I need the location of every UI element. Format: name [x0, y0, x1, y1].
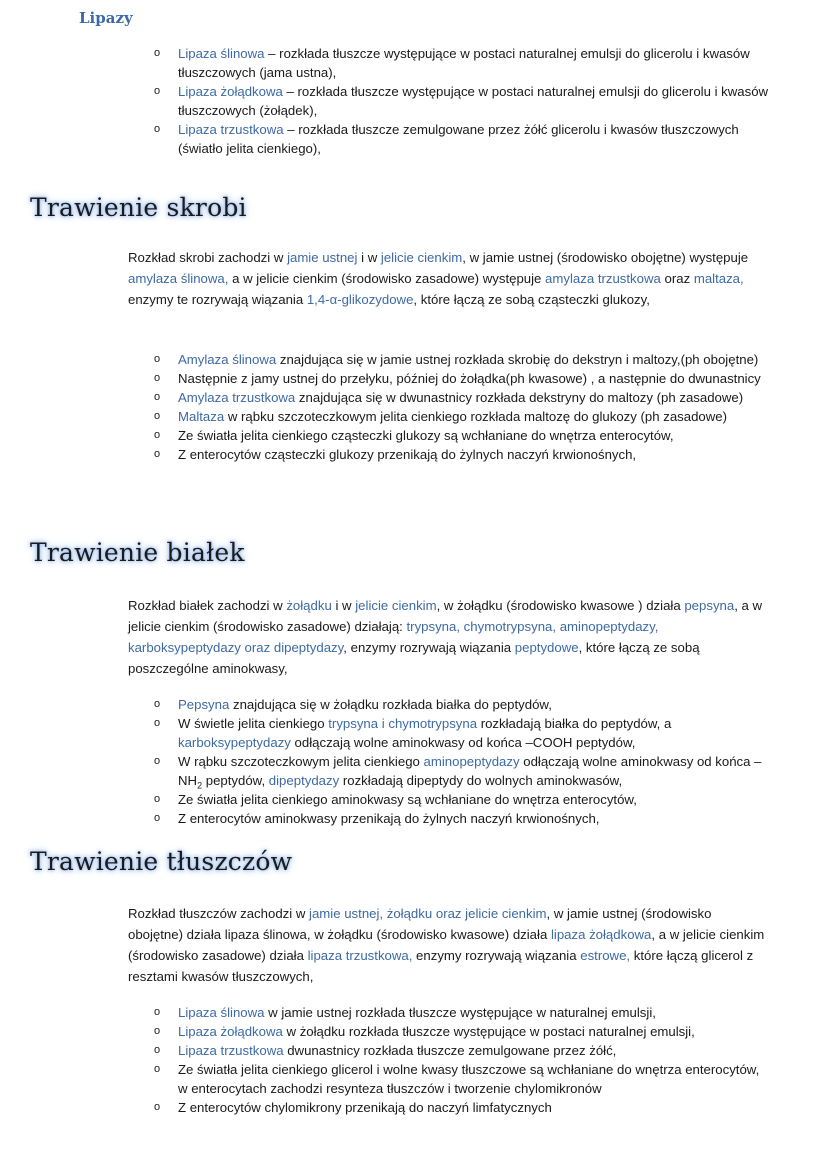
bullet-icon: o [154, 353, 161, 365]
bullet-icon: o [154, 1044, 161, 1056]
highlighted-term: jamie ustnej, żołądku oraz jelicie cienkim [309, 906, 547, 921]
highlighted-term: Maltaza [178, 409, 225, 424]
list-item [150, 445, 770, 464]
bullet-icon: o [154, 717, 161, 729]
highlighted-term: pepsyna [684, 598, 735, 613]
text-run: , w jamie ustnej (środowisko obojętne) występuje [462, 250, 749, 265]
list-item [150, 809, 770, 828]
text-run: , w żołądku (środowisko kwasowe ) działa [436, 598, 685, 613]
highlighted-term: estrowe, [580, 948, 631, 963]
bullet-icon: o [154, 1101, 161, 1113]
tluszcze-list [150, 1003, 770, 1117]
text-run: oraz [660, 271, 694, 286]
text-run: – rozkłada tłuszcze występujące w postaci naturalnej emulsji do glicerolu i kwasów tłuszczowych (jama ustna), [178, 46, 750, 80]
text-run: enzymy rozrywają wiązania [412, 948, 581, 963]
highlighted-term: żołądku [286, 598, 332, 613]
list-item [150, 695, 770, 714]
bullet-icon: o [154, 448, 161, 460]
highlighted-term: lipaza żołądkowa [550, 927, 652, 942]
list-item [150, 82, 770, 120]
list-item [150, 1098, 770, 1117]
text-run: peptydów, [202, 773, 269, 788]
text-run: i w [357, 250, 381, 265]
highlighted-term: Lipaza trzustkowa [178, 122, 284, 137]
highlighted-term: aminopeptydazy [423, 754, 520, 769]
highlighted-term: peptydowe [514, 640, 579, 655]
lipazy-title: Lipazy [79, 9, 133, 27]
bullet-icon: o [154, 372, 161, 384]
bullet-icon: o [154, 812, 161, 824]
text-run: , a w jelicie cienkim (środowisko zasadowe) działają: [128, 598, 763, 634]
highlighted-term: jelicie cienkim [380, 250, 463, 265]
text-run: , enzymy rozrywają wiązania [343, 640, 515, 655]
bullet-icon: o [154, 793, 161, 805]
highlighted-term: Lipaza ślinowa [178, 46, 265, 61]
text-run: , a w jelicie cienkim (środowisko zasadowe) działa [128, 927, 765, 963]
bullet-icon: o [154, 429, 161, 441]
bullet-icon: o [154, 1025, 161, 1037]
text-run: znajdująca się w żołądku rozkłada białka do peptydów, [229, 697, 552, 712]
highlighted-term: 1,4-α-glikozydowe [306, 292, 414, 307]
bialka-list [150, 695, 770, 828]
lipazy-list [150, 44, 770, 158]
text-run: rozkładają dipeptydy do wolnych aminokwasów, [339, 773, 623, 788]
text-run: w jamie ustnej rozkłada tłuszcze występujące w naturalnej emulsji, [264, 1005, 656, 1020]
bullet-icon: o [154, 1063, 161, 1075]
text-run: znajdująca się w dwunastnicy rozkłada dekstryny do maltozy (ph zasadowe) [295, 390, 744, 405]
paragraph-bialka [128, 595, 768, 679]
text-run: Następnie z jamy ustnej do przełyku, później do żołądka(ph kwasowe) , a następnie do dwunastnicy [178, 371, 761, 386]
highlighted-term: Pepsyna [178, 697, 230, 712]
text-run: Ze światła jelita cienkiego glicerol i wolne kwasy tłuszczowe są wchłaniane do wnętrza enterocytów, w enterocytach zachodzi resynteza tłuszczów i tworzenie chylomikronów [178, 1062, 760, 1096]
highlighted-term: jelicie cienkim [355, 598, 437, 613]
list-item [150, 1003, 770, 1022]
highlighted-term: jamie ustnej [287, 250, 358, 265]
text-run: Ze światła jelita cienkiego cząsteczki glukozy są wchłaniane do wnętrza enterocytów, [178, 428, 674, 443]
highlighted-term: maltaza, [693, 271, 744, 286]
text-run: enzymy te rozrywają wiązania [128, 292, 307, 307]
list-item [150, 1060, 770, 1098]
paragraph-skrobia [128, 247, 768, 310]
highlighted-term: lipaza trzustkowa, [307, 948, 413, 963]
text-run: , które łączą ze sobą poszczególne aminokwasy, [128, 640, 700, 676]
heading-trawienie-skrobi: Trawienie skrobi [30, 193, 247, 222]
list-item [150, 790, 770, 809]
list-item [150, 369, 770, 388]
text-run: w żołądku rozkłada tłuszcze występujące w postaci naturalnej emulsji, [282, 1024, 695, 1039]
text-run: Z enterocytów chylomikrony przenikają do naczyń limfatycznych [178, 1100, 552, 1115]
bullet-icon: o [154, 755, 161, 767]
list-item [150, 752, 770, 790]
text-run: W rąbku szczoteczkowym jelita cienkiego [178, 754, 424, 769]
text-run: w rąbku szczoteczkowym jelita cienkiego rozkłada maltozę do glukozy (ph zasadowe) [224, 409, 728, 424]
text-run: Rozkład białek zachodzi w [128, 598, 287, 613]
highlighted-term: Lipaza trzustkowa [178, 1043, 284, 1058]
highlighted-term: trypsyna i chymotrypsyna [328, 716, 478, 731]
list-item [150, 388, 770, 407]
highlighted-term: Amylaza trzustkowa [178, 390, 296, 405]
highlighted-term: amylaza ślinowa, [128, 271, 229, 286]
list-item [150, 120, 770, 158]
text-run: rozkładają białka do peptydów, a [477, 716, 672, 731]
highlighted-term: dipeptydazy [268, 773, 340, 788]
list-item [150, 426, 770, 445]
text-run: Rozkład tłuszczów zachodzi w [128, 906, 310, 921]
list-item [150, 407, 770, 426]
highlighted-term: amylaza trzustkowa [545, 271, 661, 286]
subscript: 2 [197, 780, 203, 791]
text-run: Rozkład skrobi zachodzi w [128, 250, 288, 265]
list-item [150, 1041, 770, 1060]
list-item [150, 350, 770, 369]
bullet-icon: o [154, 698, 161, 710]
text-run: Z enterocytów cząsteczki glukozy przenikają do żylnych naczyń krwionośnych, [178, 447, 637, 462]
highlighted-term: Lipaza żołądkowa [178, 1024, 283, 1039]
text-run: , w jamie ustnej (środowisko obojętne) działa lipaza ślinowa, w żołądku (środowisko kwasowe) działa [128, 906, 712, 942]
text-run: – rozkłada tłuszcze występujące w postaci naturalnej emulsji do glicerolu i kwasów tłuszczowych (żołądek), [178, 84, 769, 118]
bullet-icon: o [154, 85, 161, 97]
bullet-icon: o [154, 47, 161, 59]
skrobia-list [150, 350, 770, 464]
highlighted-term: Amylaza ślinowa [178, 352, 277, 367]
text-run: odłączają wolne aminokwasy od końca –NH [178, 754, 762, 788]
highlighted-term: trypsyna, chymotrypsyna, aminopeptydazy, karboksypeptydazy oraz dipeptydazy [128, 619, 659, 655]
highlighted-term: Lipaza ślinowa [178, 1005, 265, 1020]
text-run: W świetle jelita cienkiego [178, 716, 329, 731]
highlighted-term: Lipaza żołądkowa [178, 84, 283, 99]
text-run: Ze światła jelita cienkiego aminokwasy są wchłaniane do wnętrza enterocytów, [178, 792, 637, 807]
paragraph-tluszcze [128, 903, 768, 987]
list-item [150, 1022, 770, 1041]
text-run: i w [331, 598, 356, 613]
text-run: a w jelicie cienkim (środowisko zasadowe) występuje [228, 271, 546, 286]
heading-trawienie-tluszczow: Trawienie tłuszczów [30, 847, 293, 876]
text-run: odłączają wolne aminokwasy od końca –COOH peptydów, [290, 735, 636, 750]
list-item [150, 44, 770, 82]
text-run: Z enterocytów aminokwasy przenikają do żylnych naczyń krwionośnych, [178, 811, 600, 826]
highlighted-term: karboksypeptydazy [178, 735, 291, 750]
heading-trawienie-bialek: Trawienie białek [30, 538, 245, 567]
bullet-icon: o [154, 123, 161, 135]
text-run: – rozkłada tłuszcze zemulgowane przez żółć glicerolu i kwasów tłuszczowych (światło jelita cienkiego), [178, 122, 739, 156]
bullet-icon: o [154, 391, 161, 403]
bullet-icon: o [154, 410, 161, 422]
text-run: które łączą glicerol z resztami kwasów tłuszczowych, [128, 948, 754, 984]
text-run: znajdująca się w jamie ustnej rozkłada skrobię do dekstryn i maltozy,(ph obojętne) [276, 352, 759, 367]
list-item [150, 714, 770, 752]
text-run: dwunastnicy rozkłada tłuszcze zemulgowane przez żółć, [283, 1043, 617, 1058]
bullet-icon: o [154, 1006, 161, 1018]
text-run: , które łączą ze sobą cząsteczki glukozy, [413, 292, 650, 307]
